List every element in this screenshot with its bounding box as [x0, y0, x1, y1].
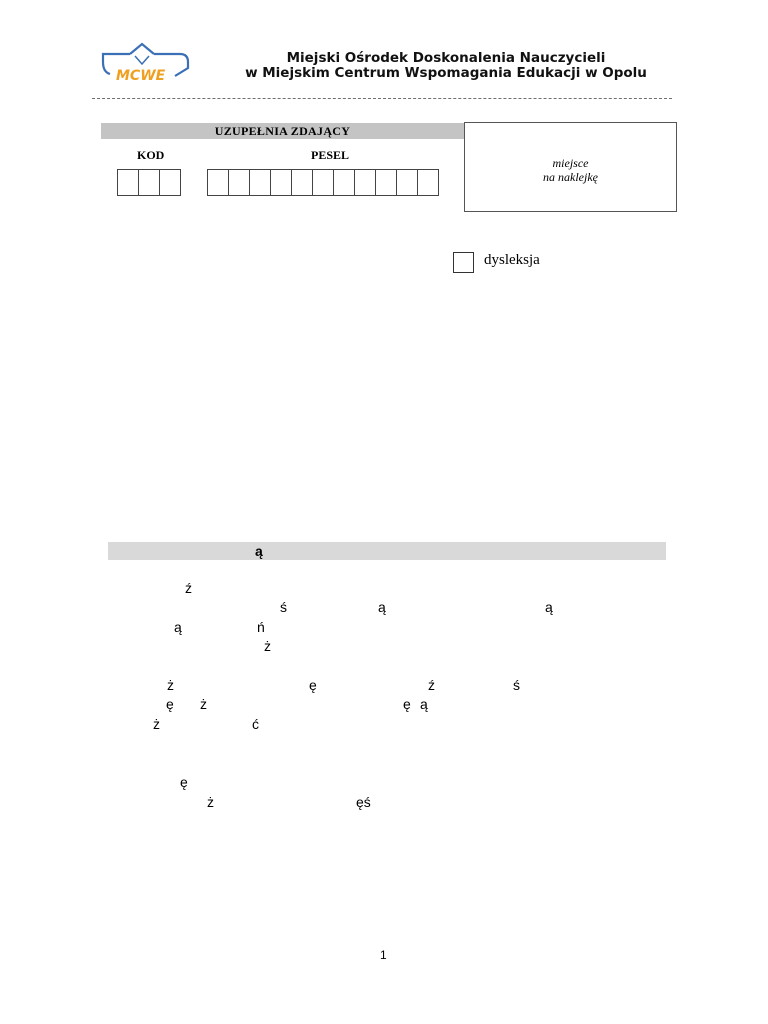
text-fragment: ż — [207, 794, 214, 810]
text-fragment: ż — [264, 638, 271, 654]
page-number: 1 — [380, 948, 387, 962]
text-fragment: ą — [420, 696, 428, 712]
text-fragment: ęś — [356, 794, 371, 810]
pesel-digit-cell[interactable] — [249, 169, 271, 196]
kod-input-grid — [117, 169, 180, 197]
pesel-digit-cell[interactable] — [291, 169, 313, 196]
pesel-label: PESEL — [311, 148, 350, 162]
dyslexia-checkbox[interactable] — [453, 252, 474, 273]
kod-digit-cell[interactable] — [117, 169, 139, 196]
dyslexia-label: dysleksja — [484, 252, 540, 268]
text-fragment: ę — [309, 677, 317, 693]
text-fragment: ć — [252, 716, 259, 732]
svg-text:MCWE: MCWE — [116, 68, 166, 84]
text-fragment: ś — [280, 599, 287, 615]
text-fragment: ź — [185, 580, 192, 596]
pesel-digit-cell[interactable] — [354, 169, 376, 196]
section-title: ą — [255, 543, 263, 559]
text-fragment: ź — [428, 677, 435, 693]
pesel-input-grid — [207, 169, 438, 197]
pesel-digit-cell[interactable] — [270, 169, 292, 196]
text-fragment: ż — [200, 696, 207, 712]
kod-digit-cell[interactable] — [159, 169, 181, 196]
sticker-label-line-1: miejsce — [552, 156, 589, 170]
header-divider — [92, 98, 672, 99]
text-fragment: ę — [180, 774, 188, 790]
text-fragment: ą — [174, 619, 182, 635]
text-fragment: ż — [167, 677, 174, 693]
pesel-digit-cell[interactable] — [396, 169, 418, 196]
pesel-digit-cell[interactable] — [312, 169, 334, 196]
kod-digit-cell[interactable] — [138, 169, 160, 196]
text-fragment: ń — [257, 619, 265, 635]
candidate-section-header: UZUPEŁNIA ZDAJĄCY — [101, 123, 464, 139]
pesel-digit-cell[interactable] — [207, 169, 229, 196]
pesel-digit-cell[interactable] — [417, 169, 439, 196]
mcwe-logo — [100, 42, 192, 86]
kod-label: KOD — [137, 148, 165, 162]
pesel-digit-cell[interactable] — [375, 169, 397, 196]
text-fragment: ś — [513, 677, 520, 693]
text-fragment: ż — [153, 716, 160, 732]
text-fragment: ą — [545, 599, 553, 615]
text-fragment: ę — [403, 696, 411, 712]
sticker-placeholder-box — [464, 122, 677, 212]
text-fragment: ę — [166, 696, 174, 712]
organization-name-line-1: Miejski Ośrodek Doskonalenia Nauczycieli — [286, 50, 606, 66]
pesel-digit-cell[interactable] — [228, 169, 250, 196]
text-fragment: ą — [378, 599, 386, 615]
section-header-bar — [108, 542, 666, 560]
sticker-label-line-2: na naklejkę — [543, 170, 598, 184]
pesel-digit-cell[interactable] — [333, 169, 355, 196]
organization-name-line-2: w Miejskim Centrum Wspomagania Edukacji w Opolu — [245, 65, 647, 81]
